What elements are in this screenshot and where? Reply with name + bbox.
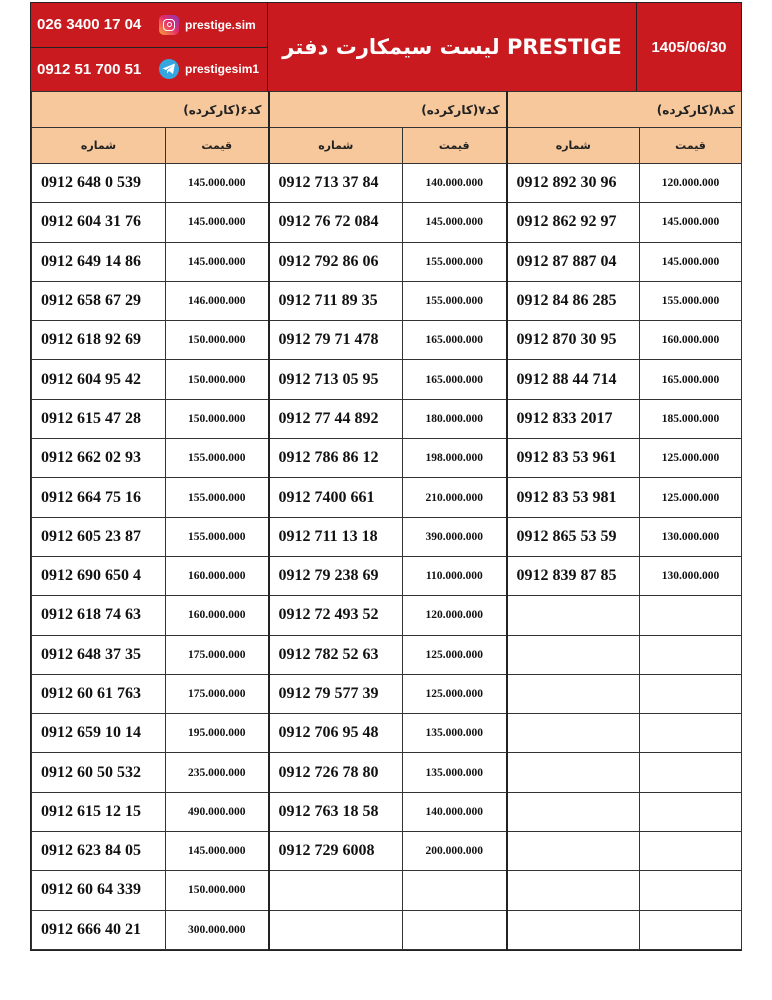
number-column-header: شماره <box>32 128 166 164</box>
price-cell: 120.000.000 <box>403 596 507 635</box>
empty-cell <box>640 714 742 753</box>
sim-number-cell: 0912 60 64 339 <box>32 871 166 910</box>
price-cell: 210.000.000 <box>403 478 507 517</box>
table-row <box>32 871 742 910</box>
page-title: PRESTIGE لیست سیمکارت دفتر <box>268 3 637 91</box>
sim-number-cell: 0912 792 86 06 <box>269 242 403 281</box>
sim-number-cell: 0912 618 92 69 <box>32 321 166 360</box>
sim-number-cell: 0912 60 50 532 <box>32 753 166 792</box>
sim-number-cell: 0912 604 31 76 <box>32 203 166 242</box>
price-cell: 155.000.000 <box>166 439 269 478</box>
table-row <box>32 517 742 556</box>
empty-cell <box>507 832 640 871</box>
telegram-handle: prestigesim1 <box>185 62 260 77</box>
sim-number-cell: 0912 84 86 285 <box>507 281 640 320</box>
table-row <box>32 910 742 949</box>
price-cell: 198.000.000 <box>403 439 507 478</box>
price-cell: 235.000.000 <box>166 753 269 792</box>
code-7-header: کد۷(کارکرده) <box>269 92 507 128</box>
price-cell: 130.000.000 <box>640 517 742 556</box>
table-row <box>32 360 742 399</box>
table-row <box>32 792 742 831</box>
table-row <box>32 556 742 595</box>
sim-number-cell: 0912 83 53 961 <box>507 439 640 478</box>
price-cell: 195.000.000 <box>166 714 269 753</box>
price-cell: 145.000.000 <box>403 203 507 242</box>
code-8-header: کد۸(کارکرده) <box>507 92 742 128</box>
sim-number-cell: 0912 648 0 539 <box>32 164 166 203</box>
price-cell: 125.000.000 <box>403 635 507 674</box>
sim-number-cell: 0912 839 87 85 <box>507 556 640 595</box>
sim-number-cell: 0912 77 44 892 <box>269 399 403 438</box>
price-cell: 150.000.000 <box>166 360 269 399</box>
price-cell: 125.000.000 <box>640 478 742 517</box>
telegram-icon <box>159 59 179 79</box>
table-row <box>32 753 742 792</box>
price-cell: 165.000.000 <box>403 321 507 360</box>
sim-number-cell: 0912 664 75 16 <box>32 478 166 517</box>
price-cell: 140.000.000 <box>403 164 507 203</box>
sim-price-table <box>31 91 742 950</box>
price-cell: 146.000.000 <box>166 281 269 320</box>
price-cell: 160.000.000 <box>166 596 269 635</box>
sim-number-cell: 0912 605 23 87 <box>32 517 166 556</box>
sim-number-cell: 0912 72 493 52 <box>269 596 403 635</box>
price-cell: 145.000.000 <box>166 242 269 281</box>
sim-number-cell: 0912 862 92 97 <box>507 203 640 242</box>
price-cell: 185.000.000 <box>640 399 742 438</box>
empty-cell <box>507 871 640 910</box>
sim-number-cell: 0912 706 95 48 <box>269 714 403 753</box>
table-row <box>32 674 742 713</box>
sim-number-cell: 0912 763 18 58 <box>269 792 403 831</box>
sim-number-cell: 0912 649 14 86 <box>32 242 166 281</box>
empty-cell <box>640 792 742 831</box>
instagram-icon <box>159 15 179 35</box>
table-row <box>32 321 742 360</box>
sim-number-cell: 0912 690 650 4 <box>32 556 166 595</box>
column-header-row <box>32 128 742 164</box>
sim-number-cell: 0912 713 05 95 <box>269 360 403 399</box>
empty-cell <box>640 674 742 713</box>
table-row <box>32 478 742 517</box>
price-cell: 180.000.000 <box>403 399 507 438</box>
table-row <box>32 164 742 203</box>
code-header-row <box>32 92 742 128</box>
sim-number-cell: 0912 648 37 35 <box>32 635 166 674</box>
empty-cell <box>507 674 640 713</box>
sim-number-cell: 0912 711 89 35 <box>269 281 403 320</box>
price-cell: 145.000.000 <box>640 203 742 242</box>
price-cell: 200.000.000 <box>403 832 507 871</box>
contact-block <box>31 3 268 91</box>
price-cell: 155.000.000 <box>166 517 269 556</box>
empty-cell <box>269 871 403 910</box>
price-cell: 150.000.000 <box>166 399 269 438</box>
sim-number-cell: 0912 7400 661 <box>269 478 403 517</box>
sim-number-cell: 0912 83 53 981 <box>507 478 640 517</box>
price-cell: 120.000.000 <box>640 164 742 203</box>
sim-number-cell: 0912 833 2017 <box>507 399 640 438</box>
empty-cell <box>507 635 640 674</box>
phone-number-1: 026 3400 17 04 <box>37 16 142 34</box>
sim-number-cell: 0912 658 67 29 <box>32 281 166 320</box>
number-column-header: شماره <box>507 128 640 164</box>
sim-number-cell: 0912 782 52 63 <box>269 635 403 674</box>
empty-cell <box>403 910 507 949</box>
empty-cell <box>640 753 742 792</box>
sim-number-cell: 0912 870 30 95 <box>507 321 640 360</box>
phone-number-2: 0912 51 700 51 <box>37 60 142 78</box>
price-cell: 300.000.000 <box>166 910 269 949</box>
empty-cell <box>640 596 742 635</box>
price-cell: 145.000.000 <box>166 203 269 242</box>
price-cell: 135.000.000 <box>403 714 507 753</box>
price-cell: 140.000.000 <box>403 792 507 831</box>
sim-number-cell: 0912 865 53 59 <box>507 517 640 556</box>
price-cell: 490.000.000 <box>166 792 269 831</box>
sim-number-cell: 0912 79 71 478 <box>269 321 403 360</box>
table-row <box>32 242 742 281</box>
table-row <box>32 399 742 438</box>
price-cell: 150.000.000 <box>166 321 269 360</box>
empty-cell <box>403 871 507 910</box>
table-row <box>32 596 742 635</box>
price-cell: 145.000.000 <box>166 164 269 203</box>
table-row <box>32 203 742 242</box>
price-cell: 175.000.000 <box>166 635 269 674</box>
sim-number-cell: 0912 615 12 15 <box>32 792 166 831</box>
sim-number-cell: 0912 659 10 14 <box>32 714 166 753</box>
price-cell: 160.000.000 <box>166 556 269 595</box>
price-cell: 155.000.000 <box>403 281 507 320</box>
price-column-header: قیمت <box>166 128 269 164</box>
sim-number-cell: 0912 713 37 84 <box>269 164 403 203</box>
sim-number-cell: 0912 604 95 42 <box>32 360 166 399</box>
table-row <box>32 635 742 674</box>
sim-number-cell: 0912 76 72 084 <box>269 203 403 242</box>
empty-cell <box>507 714 640 753</box>
table-body <box>32 164 742 950</box>
code-6-header: کد۶(کارکرده) <box>32 92 269 128</box>
empty-cell <box>640 910 742 949</box>
empty-cell <box>507 596 640 635</box>
price-cell: 175.000.000 <box>166 674 269 713</box>
price-column-header: قیمت <box>640 128 742 164</box>
price-cell: 110.000.000 <box>403 556 507 595</box>
sim-number-cell: 0912 662 02 93 <box>32 439 166 478</box>
sim-number-cell: 0912 711 13 18 <box>269 517 403 556</box>
table-row <box>32 439 742 478</box>
sim-number-cell: 0912 786 86 12 <box>269 439 403 478</box>
empty-cell <box>507 910 640 949</box>
price-cell: 125.000.000 <box>640 439 742 478</box>
sim-number-cell: 0912 615 47 28 <box>32 399 166 438</box>
empty-cell <box>640 635 742 674</box>
sim-number-cell: 0912 729 6008 <box>269 832 403 871</box>
empty-cell <box>640 871 742 910</box>
price-cell: 145.000.000 <box>166 832 269 871</box>
instagram-handle: prestige.sim <box>185 17 256 32</box>
price-cell: 155.000.000 <box>640 281 742 320</box>
empty-cell <box>507 792 640 831</box>
table-row <box>32 714 742 753</box>
price-cell: 155.000.000 <box>403 242 507 281</box>
sim-number-cell: 0912 88 44 714 <box>507 360 640 399</box>
price-cell: 165.000.000 <box>403 360 507 399</box>
sim-number-cell: 0912 666 40 21 <box>32 910 166 949</box>
empty-cell <box>507 753 640 792</box>
price-cell: 160.000.000 <box>640 321 742 360</box>
list-date: 1405/06/30 <box>651 38 727 56</box>
sim-number-cell: 0912 623 84 05 <box>32 832 166 871</box>
price-cell: 155.000.000 <box>166 478 269 517</box>
price-column-header: قیمت <box>403 128 507 164</box>
empty-cell <box>640 832 742 871</box>
sim-number-cell: 0912 726 78 80 <box>269 753 403 792</box>
price-cell: 135.000.000 <box>403 753 507 792</box>
table-row <box>32 832 742 871</box>
sim-number-cell: 0912 60 61 763 <box>32 674 166 713</box>
instagram-contact-row <box>31 3 267 47</box>
sim-number-cell: 0912 87 887 04 <box>507 242 640 281</box>
price-cell: 125.000.000 <box>403 674 507 713</box>
price-cell: 165.000.000 <box>640 360 742 399</box>
price-list-sheet <box>30 2 742 951</box>
price-cell: 145.000.000 <box>640 242 742 281</box>
sim-number-cell: 0912 79 577 39 <box>269 674 403 713</box>
page-header <box>31 3 741 91</box>
number-column-header: شماره <box>269 128 403 164</box>
sim-number-cell: 0912 892 30 96 <box>507 164 640 203</box>
empty-cell <box>269 910 403 949</box>
price-cell: 150.000.000 <box>166 871 269 910</box>
price-cell: 130.000.000 <box>640 556 742 595</box>
price-cell: 390.000.000 <box>403 517 507 556</box>
telegram-contact-row <box>31 47 267 92</box>
sim-number-cell: 0912 79 238 69 <box>269 556 403 595</box>
table-row <box>32 281 742 320</box>
sim-number-cell: 0912 618 74 63 <box>32 596 166 635</box>
